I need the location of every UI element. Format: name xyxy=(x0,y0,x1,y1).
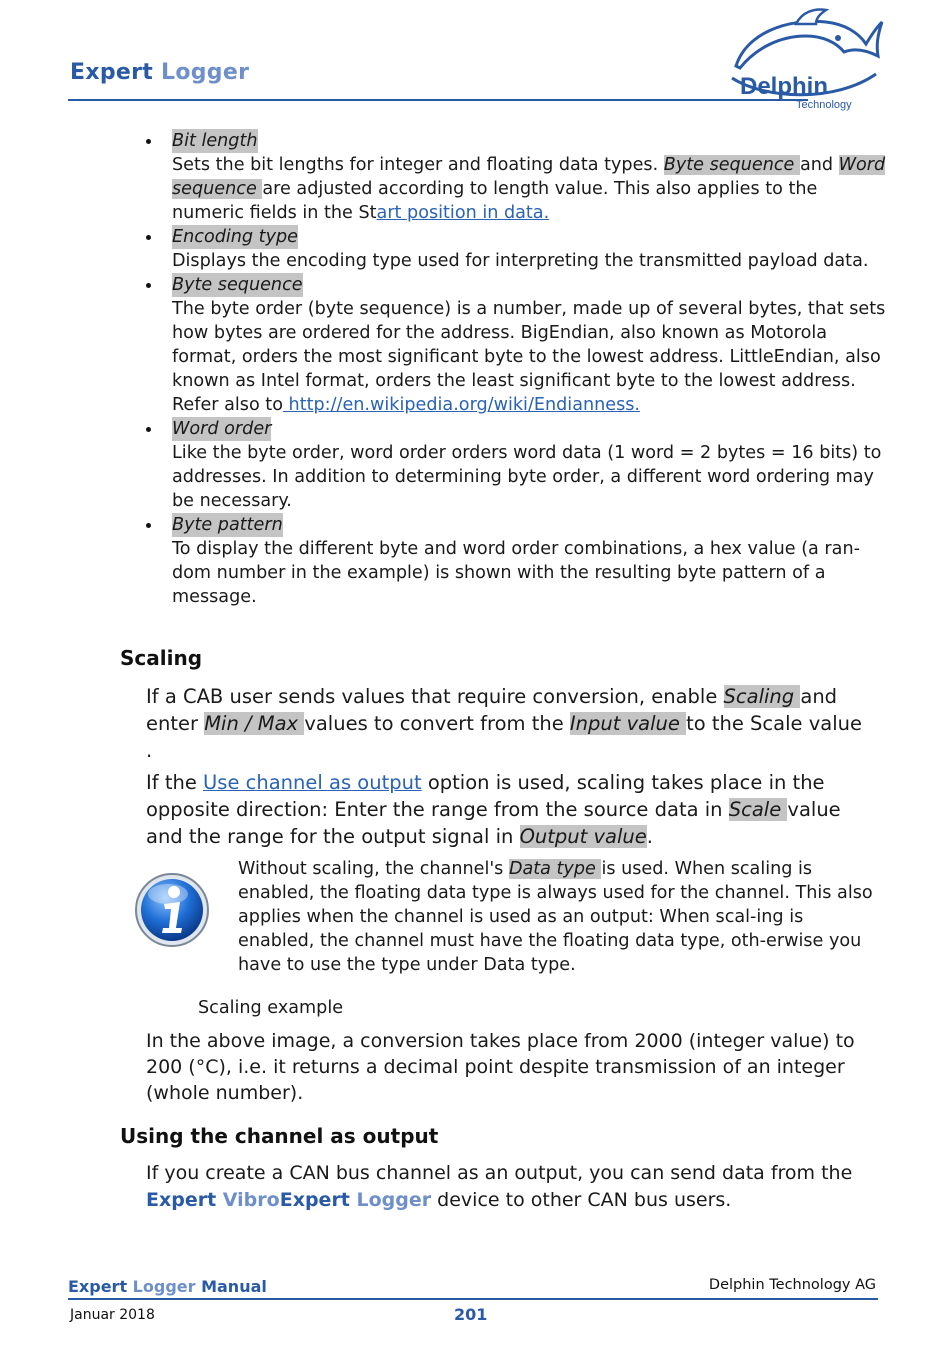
footer-manual: Manual xyxy=(201,1277,267,1296)
scaling-paragraph-3: In the above image, a conversion takes place from 2000 (integer value) to 200 (°C), i.e. it returns a decimal point despite transmission of an integer (whole number). xyxy=(146,1030,855,1104)
ui-term-highlight: Byte sequence xyxy=(663,155,800,175)
header-title xyxy=(70,60,249,85)
brand-expert-2: Expert xyxy=(279,1189,357,1211)
bullet-icon xyxy=(146,283,151,288)
list-item-term: Byte pattern xyxy=(172,515,283,535)
output-text-before: If you create a CAN bus channel as an output, you can send data from the xyxy=(146,1162,853,1184)
bullet-icon xyxy=(146,139,151,144)
ui-term-highlight: Input value xyxy=(569,712,687,735)
scaling-paragraph-1 xyxy=(146,683,871,764)
text-run: is used. When scaling is enabled, the floating data type is always used for the channel. This also applies when the channel is used as an output: When scal-ing is enabled, the channel must have the floating data type, oth-erwise you have to use the type under Data type. xyxy=(238,859,873,975)
info-icon xyxy=(132,870,212,950)
ui-term-highlight: Word sequence xyxy=(172,155,886,199)
ui-term-highlight: Data type xyxy=(508,859,602,879)
footer-logger: Logger xyxy=(132,1277,202,1296)
ui-term-highlight: Output value xyxy=(519,825,647,848)
list-item-term: Encoding type xyxy=(172,227,298,247)
output-paragraph xyxy=(146,1160,871,1214)
text-run: Like the byte order, word order orders word data (1 word = 2 bytes = 16 bits) to addresses. In addition to determining byte order, a different word ordering may be necessary. xyxy=(172,443,882,511)
list-item xyxy=(146,225,891,273)
footer-date: Januar 2018 xyxy=(70,1307,155,1323)
field-description-list xyxy=(146,129,891,609)
text-run: are adjusted according to length value. This also applies to the numeric fields in the St xyxy=(172,179,818,223)
text-run: Sets the bit lengths for integer and floating data types. xyxy=(172,155,664,175)
list-item-description xyxy=(172,537,891,609)
footer-expert: Expert xyxy=(68,1277,133,1296)
text-run: . xyxy=(646,825,653,848)
footer-manual-title xyxy=(68,1277,267,1296)
list-item-description xyxy=(172,441,891,513)
logo-text: Delphin xyxy=(740,73,828,100)
list-item-description xyxy=(172,153,891,225)
list-item-description xyxy=(172,297,891,417)
logo-subtext: Technology xyxy=(796,99,852,111)
list-item xyxy=(146,513,891,609)
hyperlink[interactable]: Use channel as output xyxy=(203,771,422,794)
text-run: Without scaling, the channel's xyxy=(238,859,509,879)
list-item-term: Byte sequence xyxy=(172,275,303,295)
list-item-term: Bit length xyxy=(172,131,258,151)
brand-expert-1: Expert xyxy=(146,1189,223,1211)
ui-term-highlight: Min / Max xyxy=(204,712,305,735)
list-item xyxy=(146,129,891,225)
hyperlink[interactable]: art position in data. xyxy=(376,203,550,223)
text-run: values to convert from the xyxy=(304,712,570,735)
figure-caption: Scaling example xyxy=(198,998,344,1018)
header-title-expert: Expert xyxy=(70,60,154,85)
brand-vibro: Vibro xyxy=(222,1189,280,1211)
text-run: If a CAB user sends values that require conversion, enable xyxy=(146,685,724,708)
text-run: Displays the encoding type used for interpreting the transmitted payload data. xyxy=(172,251,869,271)
list-item xyxy=(146,273,891,417)
hyperlink[interactable]: http://en.wikipedia.org/wiki/Endianness. xyxy=(282,395,641,415)
bullet-icon xyxy=(146,523,151,528)
list-item xyxy=(146,417,891,513)
list-item-term: Word order xyxy=(172,419,272,439)
bullet-icon xyxy=(146,427,151,432)
text-run: to the Scale value . xyxy=(146,712,862,762)
text-run: If the xyxy=(146,771,204,794)
bullet-icon xyxy=(146,235,151,240)
header-divider xyxy=(68,99,808,101)
text-run: and xyxy=(799,155,839,175)
page-number: 201 xyxy=(454,1305,488,1324)
text-run: To display the different byte and word order combinations, a hex value (a ran-dom number in the example) is shown with the resulting byte pattern of a message. xyxy=(172,539,860,607)
section-heading-output: Using the channel as output xyxy=(120,1124,439,1148)
delphin-logo xyxy=(726,4,886,112)
footer-divider xyxy=(68,1298,878,1300)
header-title-logger: Logger xyxy=(161,60,250,85)
info-note xyxy=(238,857,878,977)
text-run: and enter xyxy=(146,685,838,735)
list-item-description xyxy=(172,249,891,273)
ui-term-highlight: Scaling xyxy=(723,685,801,708)
ui-term-highlight: Scale xyxy=(728,798,788,821)
text-run: option is used, scaling takes place in the opposite direction: Enter the range from the source data in xyxy=(146,771,825,821)
text-run: The byte order (byte sequence) is a number, made up of several bytes, that sets how bytes are ordered for the address. BigEndian, also known as Motorola format, orders the most significant byte to the lowest address. LittleEndian, also known as Intel format, orders the least significant byte to the lowest address. Refer also to xyxy=(172,299,886,415)
section-heading-scaling: Scaling xyxy=(120,646,203,670)
footer-company: Delphin Technology AG xyxy=(708,1277,876,1293)
scaling-paragraph-2 xyxy=(146,769,871,850)
brand-logger: Logger xyxy=(356,1189,432,1211)
output-text-after: device to other CAN bus users. xyxy=(431,1189,732,1211)
text-run: value and the range for the output signal in xyxy=(146,798,841,848)
